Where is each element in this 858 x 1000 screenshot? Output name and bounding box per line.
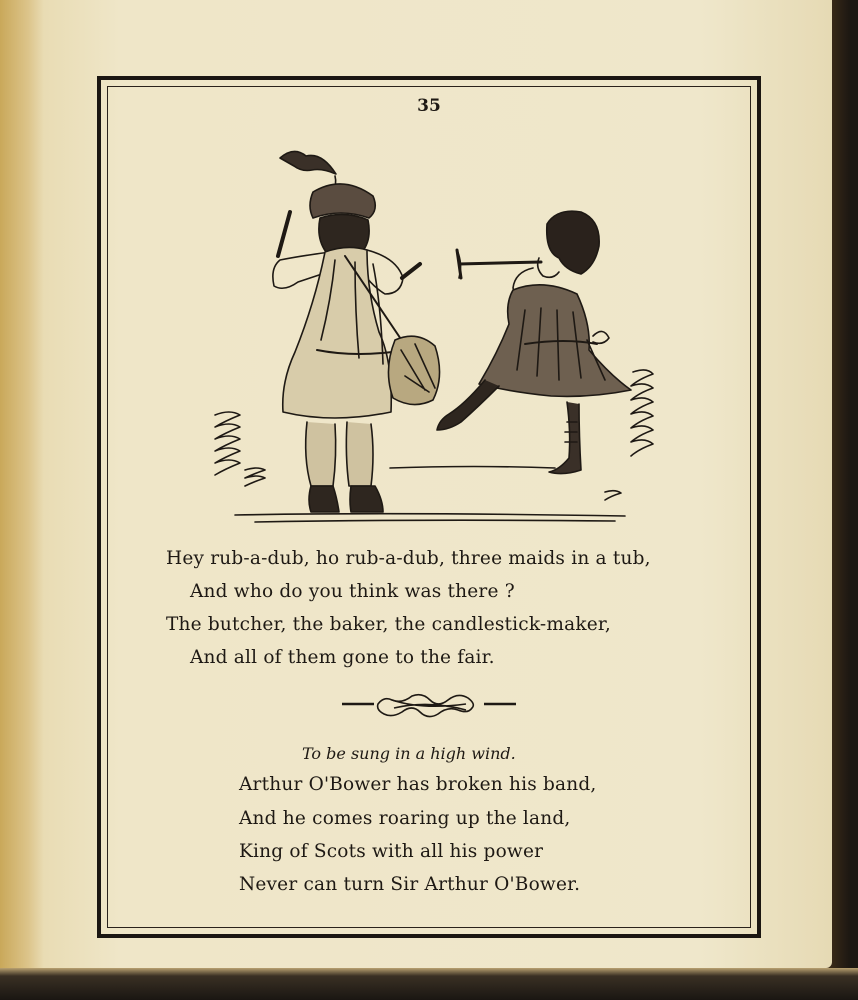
poem2-line: King of Scots with all his power (239, 841, 544, 862)
poem1-line: And who do you think was there ? (190, 581, 515, 602)
poem1-line: Hey rub-a-dub, ho rub-a-dub, three maids in a tub, (166, 548, 651, 569)
illustration-drummer-and-trumpeter (195, 140, 665, 530)
ornamental-divider (340, 690, 518, 718)
poem2-line: And he comes roaring up the land, (239, 808, 571, 829)
poem1-line: The butcher, the baker, the candlestick-maker, (166, 614, 612, 635)
page-bottom-edge (0, 968, 858, 1000)
poem2-line: Arthur O'Bower has broken his band, (239, 774, 597, 795)
poem1-line: And all of them gone to the fair. (190, 647, 495, 668)
poem2-heading: To be sung in a high wind. (302, 744, 516, 763)
poem2-line: Never can turn Sir Arthur O'Bower. (239, 874, 581, 895)
page-number: 35 (417, 96, 441, 116)
